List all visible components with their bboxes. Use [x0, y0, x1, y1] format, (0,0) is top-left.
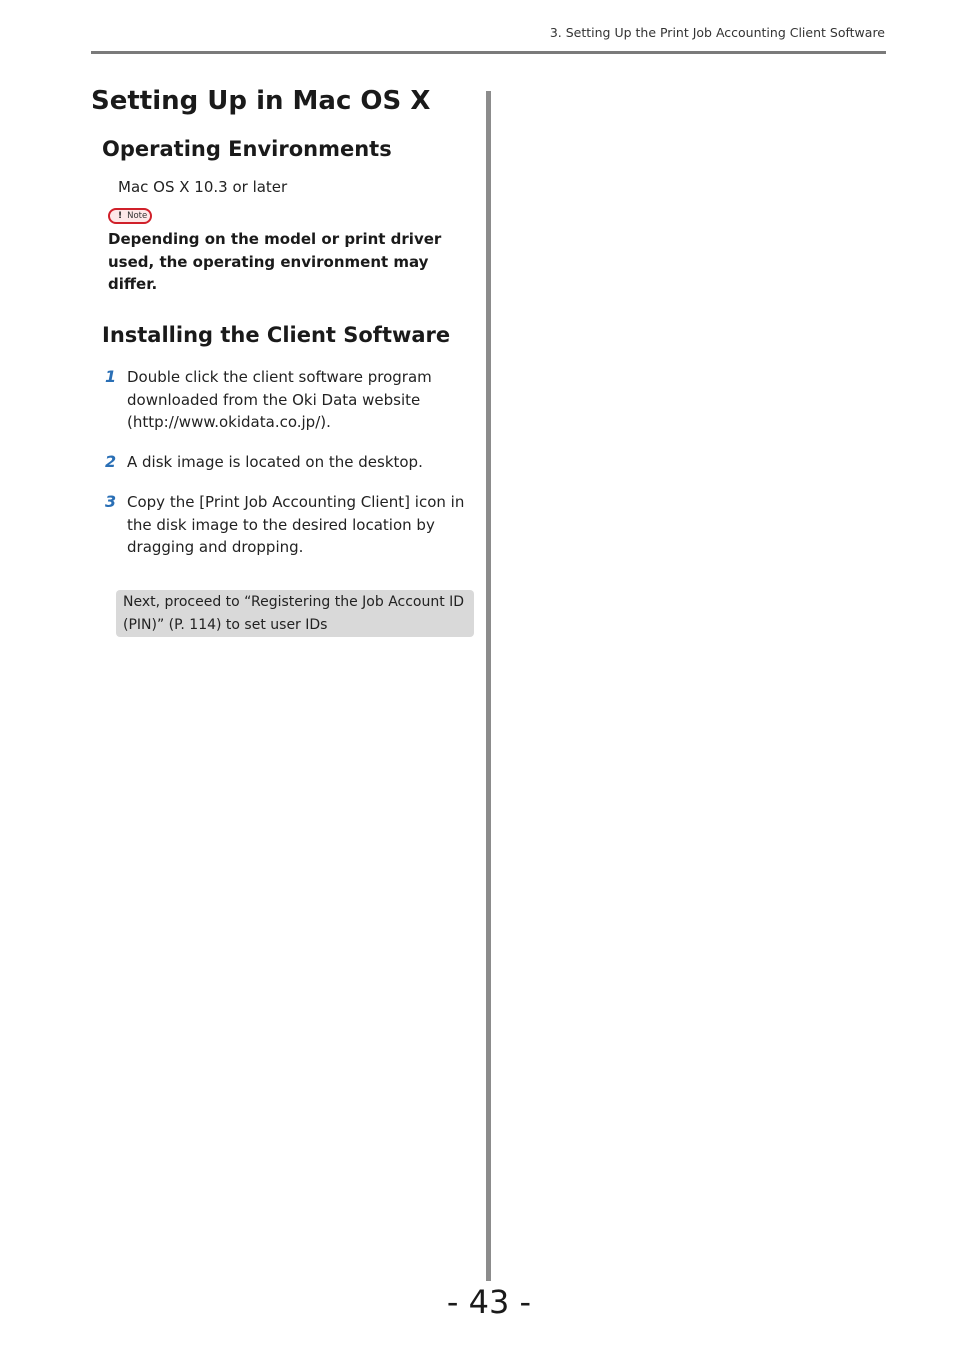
os-requirement: Mac OS X 10.3 or later: [118, 178, 288, 196]
next-step-callout[interactable]: Next, proceed to “Registering the Job Account ID (PIN)” (P. 114) to set user IDs: [116, 590, 474, 637]
installing-heading: Installing the Client Software: [102, 323, 451, 347]
exclamation-icon: !: [118, 211, 123, 221]
step-number: 1: [105, 367, 117, 386]
note-text: Depending on the model or print driver used, the operating environment may differ.: [108, 230, 442, 293]
step-text: Double click the client software program downloaded from the Oki Data website (http://www.okidata.co.jp/).: [127, 368, 432, 431]
step-text: Copy the [Print Job Accounting Client] icon in the disk image to the desired location by dragging and dropping.: [127, 493, 465, 556]
note-badge: [108, 208, 152, 224]
note-badge-label: Note: [127, 211, 148, 221]
step-number: 3: [105, 492, 117, 511]
step-text: A disk image is located on the desktop.: [127, 453, 423, 471]
header-rule: [91, 51, 886, 54]
operating-environments-heading: Operating Environments: [102, 137, 392, 161]
step-number: 2: [105, 452, 117, 471]
column-rule: [486, 91, 491, 1281]
running-header: 3. Setting Up the Print Job Accounting Client Software: [549, 25, 885, 40]
page-title: Setting Up in Mac OS X: [91, 86, 431, 116]
page-number: - 43 -: [446, 1283, 532, 1321]
